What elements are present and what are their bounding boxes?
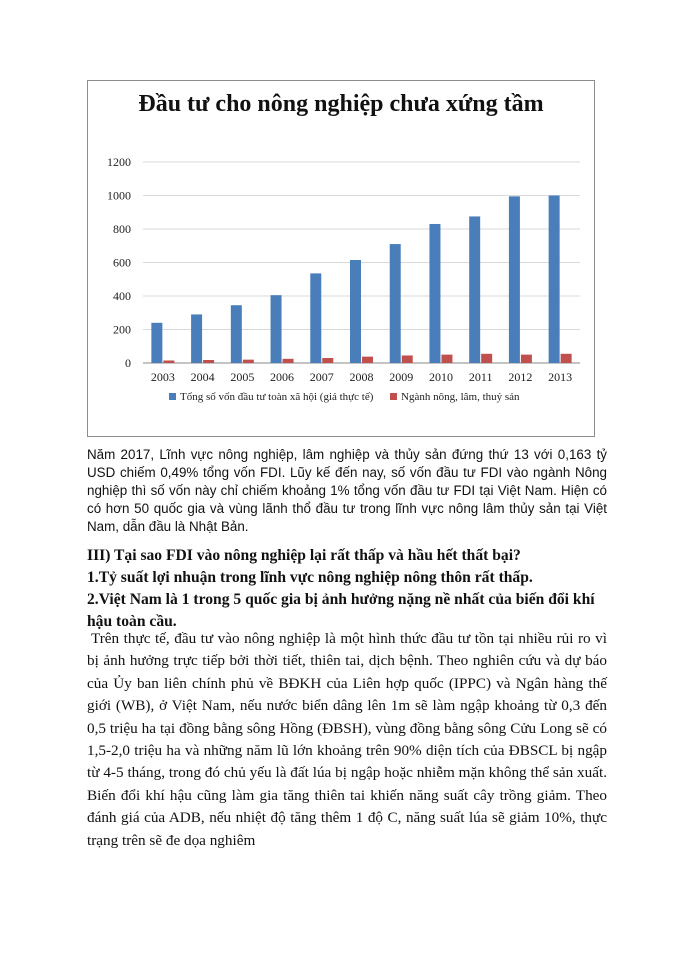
x-tick-label: 2010 xyxy=(428,370,453,384)
agriculture-bar xyxy=(283,359,294,363)
investment-bar-chart xyxy=(88,81,594,436)
total-investment-bar xyxy=(429,224,440,363)
legend-label: Ngành nông, lâm, thuỷ sản xyxy=(401,391,520,403)
agriculture-bar xyxy=(362,357,373,363)
x-tick-label: 2004 xyxy=(190,370,215,384)
agriculture-bar xyxy=(521,355,532,363)
legend-label: Tổng số vốn đầu tư toàn xã hội (giá thực tế) xyxy=(180,391,374,403)
x-tick-label: 2006 xyxy=(270,370,295,384)
legend-swatch xyxy=(169,393,176,400)
intro-paragraph: Năm 2017, Lĩnh vực nông nghiệp, lâm nghiệp và thủy sản đứng thứ 13 với 0,163 tỷ USD chiếm 0,49% tổng vốn FDI. Lũy kế đến nay, số vốn đầu tư FDI vào ngành Nông nghiệp thì số vốn này chỉ chiếm khoảng 1% tổng vốn đầu tư FDI tại Việt Nam. Hiện có có hơn 50 quốc gia và vùng lãnh thổ đầu tư trong lĩnh vực nông lâm thủy sản tại Việt Nam, dẫn đầu là Nhật Bản. xyxy=(87,447,607,534)
x-tick-label: 2011 xyxy=(468,370,493,384)
body-paragraph: Trên thực tế, đầu tư vào nông nghiệp là một hình thức đầu tư tồn tại nhiều rủi ro vì bị ảnh hưởng trực tiếp bởi thời tiết, thiên tai, dịch bệnh. Theo nghiên cứu và dự báo của Ủy ban liên chính phủ về BĐKH của Liên hợp quốc (IPPC) và Ngân hàng thế giới (WB), ở Việt Nam, nếu nước biển dâng lên 1m sẽ làm ngập khoảng từ 0,3 đến 0,5 triệu ha tại đồng bằng sông Hồng (ĐBSH), vùng đồng bằng sông Cửu Long sẽ có 1,5-2,0 triệu ha và những năm lũ lớn khoảng trên 90% diện tích của ĐBSCL bị ngập từ 4-5 tháng, trong đó chủ yếu là đất lúa bị ngập hoặc nhiễm mặn không thể sản xuất. Biến đổi khí hậu cũng làm gia tăng thiên tai khiến năng suất cây trồng giảm. Theo đánh giá của ADB, nếu nhiệt độ tăng thêm 1 độ C, năng suất lúa sẽ giảm 10%, thực trạng trên sẽ đe dọa nghiêm xyxy=(87,630,607,849)
agriculture-bar xyxy=(203,360,214,363)
x-tick-label: 2007 xyxy=(309,370,334,384)
total-investment-bar xyxy=(549,196,560,364)
chart-frame xyxy=(87,80,595,437)
agriculture-bar xyxy=(441,355,452,363)
agriculture-bar xyxy=(322,358,333,363)
y-tick-label: 800 xyxy=(113,222,131,236)
x-tick-label: 2012 xyxy=(508,370,533,384)
x-tick-label: 2013 xyxy=(548,370,573,384)
total-investment-bar xyxy=(271,295,282,363)
total-investment-bar xyxy=(390,244,401,363)
subheading-1: 1.Tỷ suất lợi nhuận trong lĩnh vực nông nghiệp nông thôn rất thấp. xyxy=(87,569,533,586)
total-investment-bar xyxy=(350,260,361,363)
x-tick-label: 2003 xyxy=(150,370,175,384)
total-investment-bar xyxy=(469,216,480,363)
total-investment-bar xyxy=(231,305,242,363)
agriculture-bar xyxy=(163,360,174,363)
total-investment-bar xyxy=(151,323,162,363)
x-tick-label: 2009 xyxy=(389,370,414,384)
total-investment-bar xyxy=(191,314,202,363)
y-tick-label: 200 xyxy=(113,322,131,337)
legend-swatch xyxy=(390,393,397,400)
x-tick-label: 2005 xyxy=(230,370,255,384)
y-tick-label: 1000 xyxy=(107,188,131,203)
agriculture-bar xyxy=(402,355,413,363)
y-tick-label: 400 xyxy=(113,289,131,303)
total-investment-bar xyxy=(509,196,520,363)
agriculture-bar xyxy=(561,354,572,363)
agriculture-bar xyxy=(481,354,492,363)
agriculture-bar xyxy=(243,360,254,363)
section-heading: III) Tại sao FDI vào nông nghiệp lại rất thấp và hầu hết thất bại? xyxy=(87,547,521,564)
y-tick-label: 1200 xyxy=(107,155,131,169)
y-tick-label: 600 xyxy=(113,255,131,270)
total-investment-bar xyxy=(310,273,321,363)
y-tick-label: 0 xyxy=(125,356,131,370)
x-tick-label: 2008 xyxy=(349,370,374,384)
chart-title: Đầu tư cho nông nghiệp chưa xứng tầm xyxy=(138,91,544,117)
subheading-2: 2.Việt Nam là 1 trong 5 quốc gia bị ảnh hưởng nặng nề nhất của biến đổi khí hậu toàn cầu. xyxy=(87,591,595,630)
